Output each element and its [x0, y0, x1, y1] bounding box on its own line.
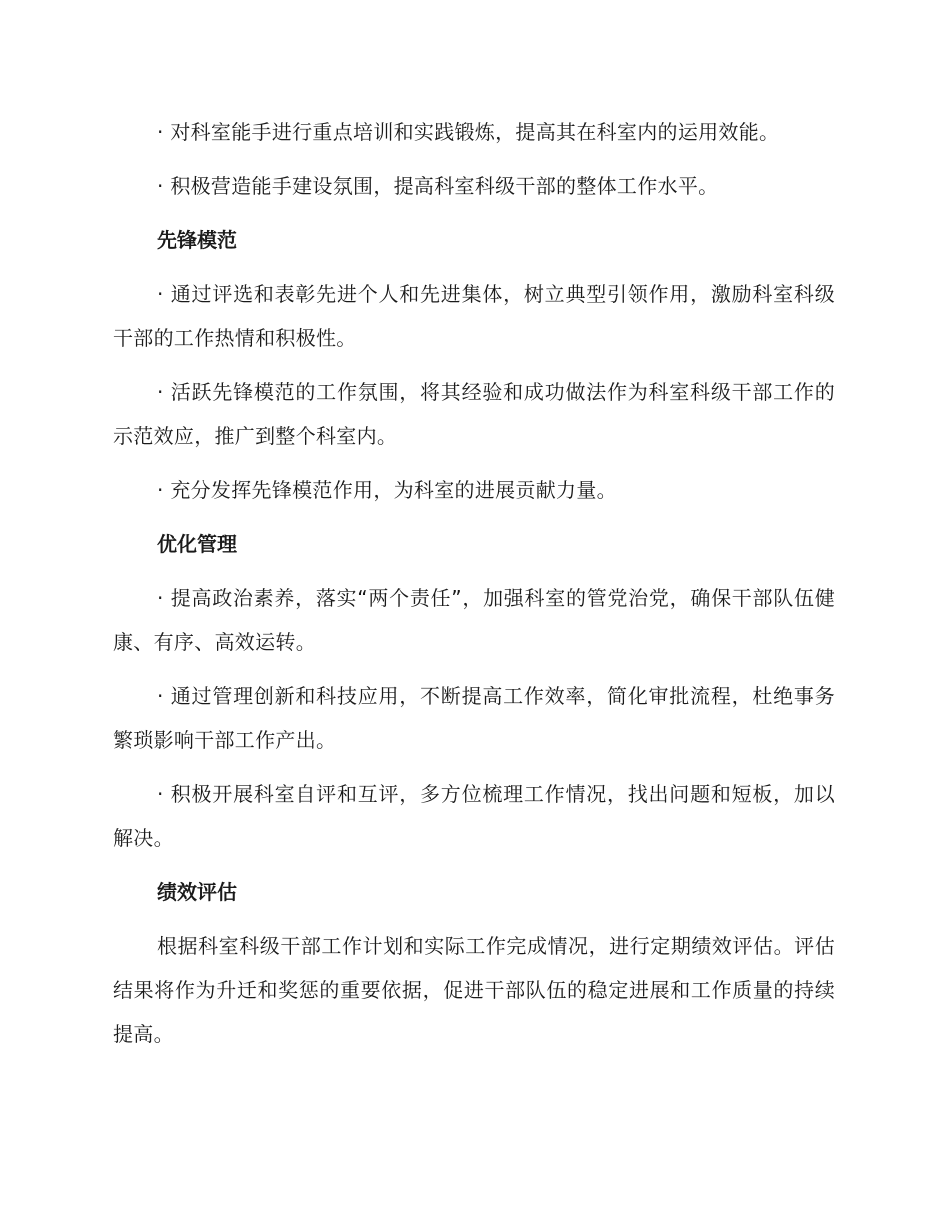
bullet-paragraph: · 充分发挥先锋模范作用，为科室的进展贡献力量。: [157, 478, 617, 502]
section-heading: 优化管理: [157, 532, 237, 556]
bullet-paragraph: · 积极开展科室自评和互评，多方位梳理工作情况，找出问题和短板，加以解决。: [113, 782, 835, 850]
body-paragraph: 根据科室科级干部工作计划和实际工作完成情况，进行定期绩效评估。评估结果将作为升迁和奖惩的重要依据，促进干部队伍的稳定进展和工作质量的持续提高。: [113, 934, 835, 1046]
bullet-paragraph: · 通过评选和表彰先进个人和先进集体，树立典型引领作用，激励科室科级干部的工作热情和积极性。: [113, 282, 835, 350]
document-body: [113, 110, 835, 1066]
bullet-paragraph: · 对科室能手进行重点培训和实践锻炼，提高其在科室内的运用效能。: [157, 120, 780, 144]
bullet-paragraph: · 通过管理创新和科技应用，不断提高工作效率，简化审批流程，杜绝事务繁琐影响干部工作产出。: [113, 684, 835, 752]
section-heading: 绩效评估: [157, 880, 237, 904]
bullet-paragraph: · 积极营造能手建设氛围，提高科室科级干部的整体工作水平。: [157, 174, 719, 198]
bullet-paragraph: · 提高政治素养，落实“两个责任”，加强科室的管党治党，确保干部队伍健康、有序、高效运转。: [113, 586, 835, 654]
section-heading: 先锋模范: [157, 228, 237, 252]
bullet-paragraph: · 活跃先锋模范的工作氛围，将其经验和成功做法作为科室科级干部工作的示范效应，推广到整个科室内。: [113, 380, 835, 448]
